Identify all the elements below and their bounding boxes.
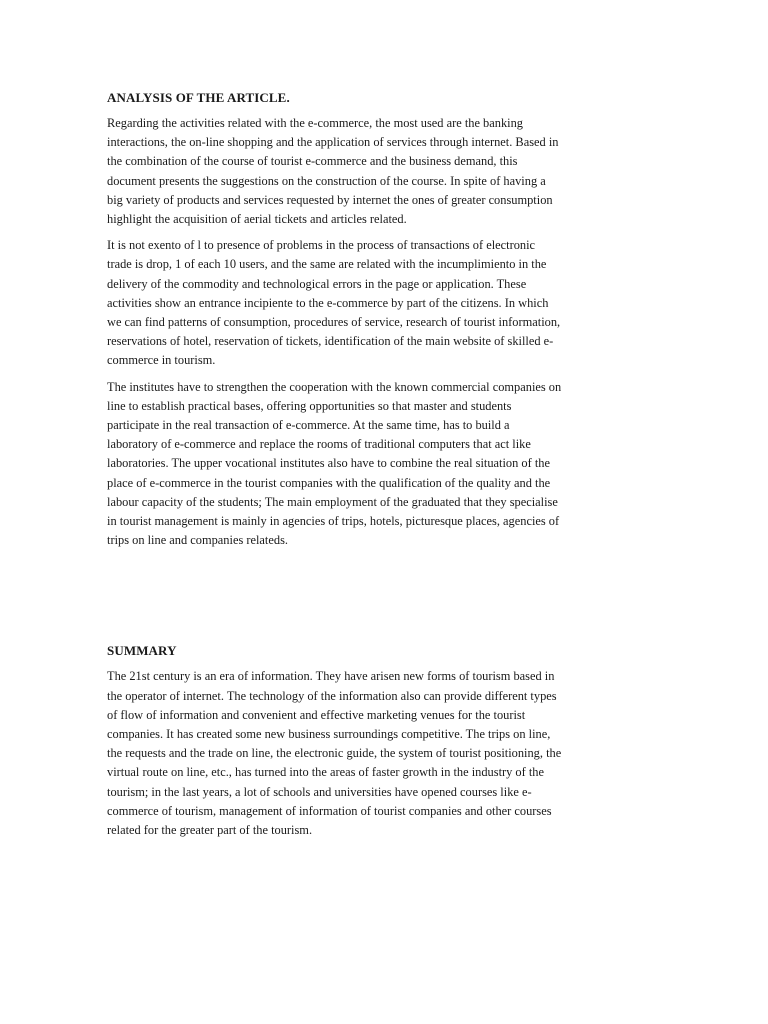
summary-paragraph-1: The 21st century is an era of information. They have arisen new forms of tourism based in the operator of internet. The technology of the information also can provide different types of flow of information and convenient and effective marketing venues for the tourist companies. It has created some new business surroundings competitive. The trips on line, the requests and the trade on line, the electronic guide, the system of tourist positioning, the virtual route on line, etc., has turned into the areas of faster growth in the industry of the tourism; in the last years, a lot of schools and universities have opened courses like e- commerce of tourism, management of information of tourist companies and other courses related for the greater part of the tourism. xyxy=(107,669,562,838)
section-spacer xyxy=(107,557,663,641)
analysis-paragraph-3: The institutes have to strengthen the cooperation with the known commercial companies on line to establish practical bases, offering opportunities so that master and students participate in the real transaction of e-commerce. At the same time, has to build a laboratory of e-commerce and replace the rooms of traditional computers that act like laboratories. The upper vocational institutes also have to combine the real situation of the place of e-commerce in the tourist companies with the qualification of the quality and the labour capacity of the students; The main employment of the graduated that they specialise in tourist management is mainly in agencies of trips, hotels, picturesque places, agencies of trips on line and companies relateds. xyxy=(107,379,562,548)
summary-heading: SUMMARY xyxy=(107,643,177,659)
summary-section xyxy=(107,641,663,840)
analysis-paragraph-2: It is not exento of l to presence of problems in the process of transactions of electronic trade is drop, 1 of each 10 users, and the same are related with the incumplimiento in the delivery of the commodity and technological errors in the page or application. These activities show an entrance incipiente to the e-commerce by part of the citizens. In which we can find patterns of consumption, procedures of service, research of tourist information, reservations of hotel, reservation of tickets, identification of the main website of skilled e- commerce in tourism. xyxy=(107,238,561,368)
analysis-heading: ANALYSIS OF THE ARTICLE. xyxy=(107,90,290,105)
document-page xyxy=(107,88,663,847)
analysis-paragraph-1: Regarding the activities related with the e-commerce, the most used are the banking interactions, the on-line shopping and the application of services through internet. Based in the combination of the course of tourist e-commerce and the business demand, this document presents the suggestions on the construction of the course. In spite of having a big variety of products and services requested by internet the ones of greater consumption highlight the acquisition of aerial tickets and articles related. xyxy=(107,116,559,227)
analysis-section xyxy=(107,88,663,550)
